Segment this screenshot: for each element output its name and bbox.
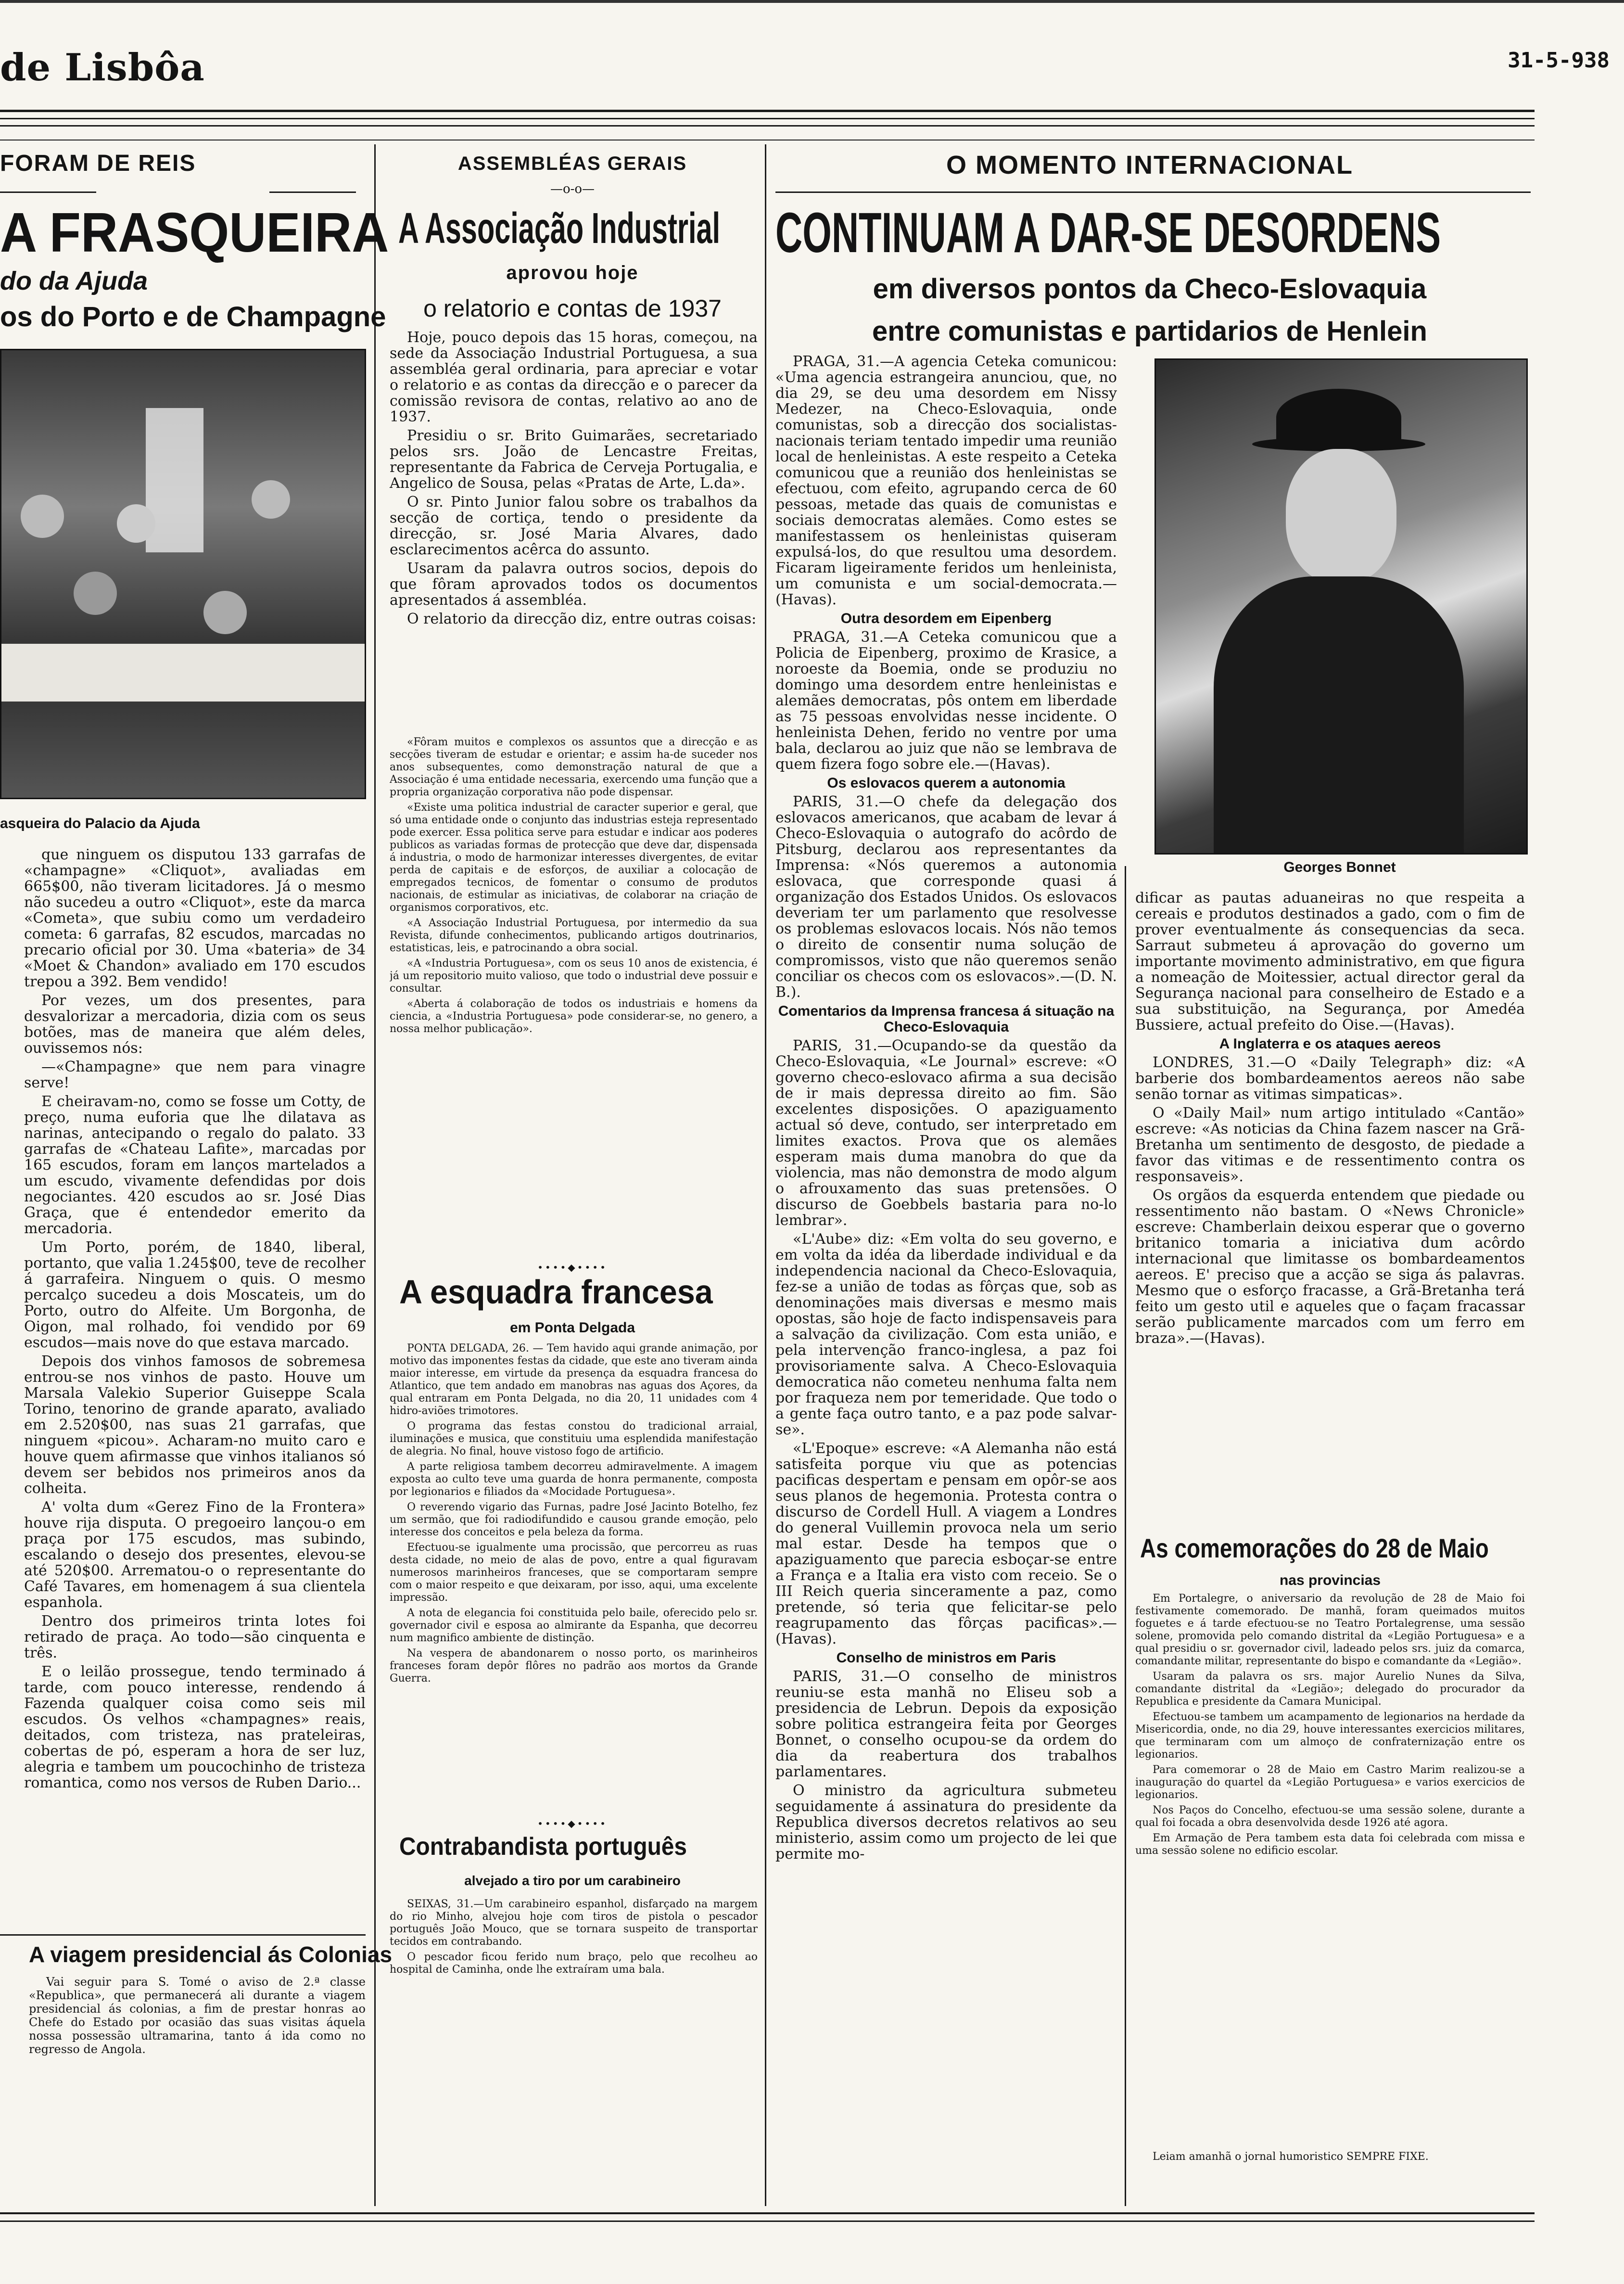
right-headline: CONTINUAM A DAR-SE DESORDENS: [775, 201, 1441, 265]
middle-subhead-2: o relatorio e contas de 1937: [423, 295, 722, 322]
contrabandista-paragraph: SEIXAS, 31.—Um carabineiro espanhol, disfarçado na margem do rio Minho, alvejou hoje com tiros de pistola o pescador português João Mouco, que se tornara suspeito de transportar tecidos em contrabando.: [390, 1898, 758, 1948]
quote-paragraph: «Existe uma politica industrial de caracter superior e geral, que só uma entidade onde o conjunto das industrias esteja representado pode exercer. Essa politica serve para estudar e indicar aos poderes publicos as variadas formas de protecção que deve dar, dispensada á industria, o modo de harmonizar interesses divergentes, de evitar perda de capitais e de esforços, de auxiliar a colocação de empregados tecnicos, de fomentar o consumo de produtos nacionais, de estimular as iniciativas, de colaborar na criação de organismos corporativos, etc.: [390, 802, 758, 914]
bonnet-caption: Georges Bonnet: [1283, 859, 1396, 875]
subsection-heading: Comentarios da Imprensa francesa á situação na Checo-Eslovaquia: [778, 1003, 1115, 1035]
left-subhead-2: os do Porto e de Champagne: [0, 301, 386, 332]
news-paragraph: PRAGA, 31.—A agencia Ceteka comunicou: «Uma agencia estrangeira anunciou, que, no dia 29, se deu uma desordem em Nissy Medezer, na Checo-Eslovaquia, onde comunistas, sob a direcção dos socialistas-nacionais teriam tentado impedir uma reunião local de henleinistas. A este respeito a Ceteka comunicou que a reunião dos henleinistas se efectuou, com efeito, agrupando cerca de 60 pessoas, metade das quais de comunistas e sociais democratas alemães. Como estes se manifestassem os henleinistas quiseram expulsá-los, do que resultou uma desordem. Ficaram ligeiramente feridos um henleinista, um comunista e um social-democrata.—(Havas).: [775, 354, 1117, 608]
bonnet-photo: [1155, 358, 1528, 855]
left-viagem-rule: [0, 1934, 366, 1936]
subsection-heading: A Inglaterra e os ataques aereos: [1219, 1036, 1441, 1052]
left-paragraph: Dentro dos primeiros trinta lotes foi retirado de praça. Ao todo—são cinquenta e três.: [24, 1613, 366, 1661]
column-divider-3: [1125, 866, 1126, 2206]
comemoracoes-footer: Leiam amanhã o jornal humoristico SEMPRE FIXE.: [1153, 2151, 1429, 2163]
esquadra-paragraph: O programa das festas constou do tradicional arraial, iluminações e musica, que constituiu uma esplendida manifestação de alegria. No final, houve vistoso fogo de artificio.: [390, 1420, 758, 1457]
quote-paragraph: «A Associação Industrial Portuguesa, por intermedio da sua Revista, difunde conhecimentos, publicando artigos doutrinarios, estatisticas, leis, e patrocinando a obra social.: [390, 917, 758, 954]
comemoracoes-paragraph: Nos Paços do Concelho, efectuou-se uma sessão solene, durante a qual foi focada a obra desenvolvida desde 1926 até agora.: [1135, 1804, 1525, 1829]
column-divider-1: [374, 144, 376, 2206]
left-paragraph: Um Porto, porém, de 1840, liberal, portanto, que valia 1.245$00, teve de recolher á garrafeira. Ninguem o quis. O mesmo percalço sucedeu a dois Moscateis, um do Porto, outro do Alfeite. Um Borgonha, de Oigon, mal rolhado, foi vendido por 69 escudos—mais nove do que estava marcado.: [24, 1239, 366, 1351]
top-edge: [0, 0, 1624, 3]
news-paragraph: Os orgãos da esquerda entendem que piedade ou ressentimento não bastam. O «News Chronicle» escreve: Chamberlain deixou esperar que o governo britanico tomaria a iniciativa dum acôrdo internacional que limitasse os bombardeamentos aereos. E' preciso que a acção se siga ás palavras. Mesmo que o esforço fracasse, a Grã-Bretanha terá feito um gesto util e aqueles que o façam fracassar serão publicamente marcados com um ferro em braza».—(Havas).: [1135, 1187, 1525, 1347]
news-paragraph: «L'Aube» diz: «Em volta do seu governo, e em volta da idéa da liberdade individual e da independencia nacional da Checo-Eslovaquia, fez-se a união de todas as fôrças que, sob as denominações mais diversas e mesmo mais opostas, são hoje de facto indispensaveis para a salvação da civilização. Com esta união, e pela intervenção franco-inglesa, a paz foi provisoriamente salva. A Checo-Eslovaquia democratica não cometeu nenhuma falta nem por fraqueza nem por temeridade. Que todo o a gente faça outro tanto, e a paz pode salvar-se».: [775, 1231, 1117, 1438]
left-paragraph: que ninguem os disputou 133 garrafas de «champagne» «Cliquot», avaliadas em 665$00, não tiveram licitadores. Já o mesmo não sucedeu a outro «Cliquot», este da marca «Cometa», que subiu como um verdadeiro cometa: 6 garrafas, 82 escudos, marcadas no precario oficial por 30. Uma «bateria» de 34 «Moet & Chandon» avaliado em 170 escudos trepou a 392. Bem vendido!: [24, 847, 366, 990]
right-subhead-2: entre comunistas e partidarios de Henlein: [872, 316, 1427, 347]
esquadra-paragraph: O reverendo vigario das Furnas, padre José Jacinto Botelho, fez um sermão, que foi radiodifundido e causou grande emoção, pelo interesse dos conceitos e pela beleza da forma.: [390, 1501, 758, 1538]
left-subhead-1: do da Ajuda: [0, 267, 148, 295]
middle-subhead: aprovou hoje: [506, 262, 639, 283]
comemoracoes-title: As comemorações do 28 de Maio: [1140, 1533, 1489, 1563]
esquadra-paragraph: Efectuou-se igualmente uma procissão, que percorreu as ruas desta cidade, no meio de alas de povo, entre a qual figuravam numerosos marinheiros franceses, que se comportaram sempre com o maior respeito e que deixaram, por isso, aqui, uma excelente impressão.: [390, 1542, 758, 1604]
viagem-paragraph: Vai seguir para S. Tomé o aviso de 2.ª classe «Republica», que permanecerá ali durante a viagem presidencial ás colonias, a fim de prestar honras ao Chefe do Estado por ocasião das suas visitas áquela nossa possessão ultramarina, tanto á ida como no regresso de Angola.: [29, 1975, 366, 2056]
esquadra-paragraph: A parte religiosa tambem decorreu admiravelmente. A imagem exposta ao culto teve uma guarda de honra permanente, composta por legionarios e filiados da «Mocidade Portuguesa».: [390, 1461, 758, 1498]
news-paragraph: PRAGA, 31.—A Ceteka comunicou que a Policia de Eipenberg, proximo de Krasice, a noroeste da Boemia, onde se produziu no domingo uma desordem entre henleinistas e alemães democratas, pôs ontem em liberdade as 75 pessoas envolvidas nesse incidente. O henleinista Dehen, ferido no ventre por uma bala, declarou ao juiz que não se lembrava de quem fizera fogo sobre ele.—(Havas).: [775, 629, 1117, 773]
news-paragraph: PARIS, 31.—O conselho de ministros reuniu-se esta manhã no Eliseu sob a presidencia de Lebrun. Depois da exposição sobre politica estrangeira feita por Georges Bonnet, o conselho ocupou-se da ordem do dia da reabertura dos trabalhos parlamentares.: [775, 1668, 1117, 1780]
comemoracoes-body: [1135, 1593, 1525, 2146]
comemoracoes-paragraph: Para comemorar o 28 de Maio em Castro Marim realizou-se a inauguração do quartel da «Legião Portuguesa» e varios exercicios de legionarios.: [1135, 1764, 1525, 1801]
right-column-b: [1135, 890, 1525, 1349]
esquadra-paragraph: PONTA DELGADA, 26. — Tem havido aqui grande animação, por motivo das imponentes festas da cidade, que este ano tiveram ainda maior interesse, em virtude da presença da esquadra francesa do Atlantico, que tem andado em manobras nas aguas dos Açores, da qual entraram em Ponta Delgada, no dia 20, 11 unidades com 4 hidro-aviões trimotores.: [390, 1342, 758, 1417]
left-paragraph: —«Champagne» que nem para vinagre serve!: [24, 1059, 366, 1091]
right-column-a: [775, 354, 1117, 2206]
esquadra-paragraph: Na vespera de abandonarem o nosso porto, os marinheiros franceses foram depôr flôres no padrão aos mortos da Grande Guerra.: [390, 1647, 758, 1684]
quote-paragraph: «Aberta á colaboração de todos os industriais e homens da ciencia, a «Industria Portuguesa» pode considerar-se, no genero, a nossa melhor publicação».: [390, 998, 758, 1035]
middle-paragraph: Usaram da palavra outros socios, depois do que fôram aprovados todos os documentos apresentados á assembléa.: [390, 560, 758, 609]
middle-paragraph: O sr. Pinto Junior falou sobre os trabalhos da secção de cortiça, tendo o presidente da direcção, sr. José Maria Alvares, dado esclarecimentos acêrca do assunto.: [390, 494, 758, 558]
right-section-rule: [775, 191, 1531, 193]
middle-article-body: [390, 330, 758, 630]
left-paragraph: E cheiravam-no, como se fosse um Cotty, de preço, numa euforia que lhe dilatava as narinas, antecipando o regalo do palato. 33 garrafas de «Chateau Lafite», marcadas por 165 escudos, foram em lanços martelados a um escudo, vivamente defendidas por dois negociantes. 420 escudos ao sr. José Dias Graça, que é entendedor emerito da mercadoria.: [24, 1093, 366, 1237]
contrabandista-title: Contrabandista português: [399, 1833, 687, 1861]
viagem-title: A viagem presidencial ás Colonias: [29, 1942, 393, 1967]
column-divider-2: [765, 144, 766, 2206]
middle-headline: A Associação Industrial: [398, 204, 721, 253]
esquadra-body: [390, 1342, 758, 1799]
news-paragraph: O ministro da agricultura submeteu seguidamente á assinatura do presidente da Republica diversos decretos relativos ao seu ministerio, assim como um projecto de lei que permite mo-: [775, 1782, 1117, 1863]
masthead-date: 31-5-938: [1508, 48, 1610, 73]
masthead-rule-1: [0, 110, 1535, 112]
subsection-heading: Os eslovacos querem a autonomia: [827, 775, 1066, 791]
subsection-heading: Outra desordem em Eipenberg: [840, 611, 1052, 626]
contrabandista-paragraph: O pescador ficou ferido num braço, pelo que recolheu ao hospital de Caminha, onde lhe extraíram uma bala.: [390, 1951, 758, 1976]
news-paragraph: dificar as pautas aduaneiras no que respeita a cereais e produtos destinados a gado, com o fim de prover eventualmente ás consequencias da seca. Sarraut submeteu á aprovação do governo um importante movimento administrativo, em que figura a nomeação de Moitessier, actual director geral da Segurança nacional para conselheiro de Estado e a sua substituição, na Segurança, por Amedéa Bussiere, actual prefeito do Oise.—(Havas).: [1135, 890, 1525, 1034]
esquadra-paragraph: A nota de elegancia foi constituida pelo baile, oferecido pelo sr. governador civil e esposa ao almirante da Espanha, que decorreu num magnifico ambiente de distinção.: [390, 1607, 758, 1644]
left-section-rule: [0, 191, 96, 193]
middle-quote: [390, 736, 758, 1256]
masthead-title: de Lisbôa: [0, 46, 205, 89]
left-photo-caption: asqueira do Palacio da Ajuda: [0, 816, 200, 831]
bottom-rule-1: [0, 2212, 1535, 2214]
middle-paragraph: O relatorio da direcção diz, entre outras coisas:: [407, 611, 757, 627]
subsection-heading: Conselho de ministros em Paris: [836, 1650, 1056, 1666]
middle-ornament: —o-o—: [550, 182, 595, 196]
left-paragraph: Por vezes, um dos presentes, para desvalorizar a mercadoria, dizia com os seus botões, mas de maneira que além deles, ouvissemos nós:: [24, 992, 366, 1057]
left-paragraph: E o leilão prossegue, tendo terminado á tarde, com pouco interesse, rendendo á Fazenda qualquer coisa como seis mil escudos. Os velhos «champagnes» reais, deitados, com tristeza, nas prateleiras, cobertas de pó, esperam a hora de ser luz, alegria e tambem um poucochinho de tristeza romantica, como nos versos de Ruben Dario...: [24, 1663, 366, 1791]
left-photo: [0, 349, 366, 799]
contrabandista-sub: alvejado a tiro por um carabineiro: [464, 1873, 681, 1888]
news-paragraph: «L'Epoque» escreve: «A Alemanha não está satisfeita porque viu que as potencias pacificas despertam e pensam em opôr-se aos seus planos de hegemonia. Protesta contra o discurso de Cordell Hull. A viagem a Londres do general Vuillemin provoca nela um serio mal estar. Desde ha tempos que o apaziguamento que parecia esboçar-se entre a França e a Italia era visto com receio. Se o III Reich queria sinceramente a paz, como pretende, só teria que felicitar-se pelo reagrupamento das fôrças pacificas».—(Havas).: [775, 1440, 1117, 1647]
left-headline: A FRASQUEIRA: [0, 201, 389, 264]
masthead-rule-2: [0, 118, 1535, 119]
middle-paragraph: Presidiu o sr. Brito Guimarães, secretariado pelos srs. João de Lencastre Freitas, representante da Fabrica de Cerveja Portugalia, e Angelico de Sousa, pelas «Pratas de Arte, L.da».: [390, 427, 758, 492]
contrabandista-body: [390, 1898, 758, 1979]
comemoracoes-paragraph: Usaram da palavra os srs. major Aurelio Nunes da Silva, comandante distrital da «Legião»; delegado do procurador da Republica e presidente da Camara Municipal.: [1135, 1671, 1525, 1708]
middle-divider-ornament-2: ••••◆••••: [537, 1818, 608, 1829]
bottom-rule-2: [0, 2220, 1535, 2222]
comemoracoes-paragraph: Em Armação de Pera tambem esta data foi celebrada com missa e uma sessão solene no edificio escolar.: [1135, 1832, 1525, 1857]
esquadra-title: A esquadra francesa: [399, 1273, 713, 1311]
viagem-body: [29, 1975, 366, 2059]
comemoracoes-sub: nas provincias: [1279, 1572, 1381, 1588]
left-article-body: [24, 847, 366, 1934]
middle-section-title: ASSEMBLÉAS GERAIS: [457, 153, 687, 174]
quote-paragraph: «A «Industria Portuguesa», com os seus 10 anos de existencia, é já um repositorio muito valioso, que todo o industrial deve possuir e consultar.: [390, 957, 758, 995]
news-paragraph: LONDRES, 31.—O «Daily Telegraph» diz: «A barberie dos bombardeamentos aereos não sabe senão tornar as vitimas simpaticas».: [1135, 1054, 1525, 1103]
quote-paragraph: «Fôram muitos e complexos os assuntos que a direcção e as secções tiveram de estudar e orientar; e assim ha-de suceder nos anos subsequentes, como demonstração natural de que a Associação é uma entidade necessaria, exercendo uma função que a propria organização corporativa não pode dispensar.: [390, 736, 758, 798]
right-section-title: O MOMENTO INTERNACIONAL: [946, 151, 1353, 179]
comemoracoes-paragraph: Em Portalegre, o aniversario da revolução de 28 de Maio foi festivamente comemorado. De manhã, foram queimados muitos foguetes e á tarde efectuou-se no Teatro Portalegrense, uma sessão solene, promovida pelo comando distrital da «Legião Portuguesa» e a qual presidiu o sr. governador civil, ladeado pelos srs. juiz da comarca, comandante militar, representante do bispo e comandante da «Legião».: [1135, 1593, 1525, 1667]
comemoracoes-paragraph: Efectuou-se tambem um acampamento de legionarios na herdade da Misericordia, onde, no dia 29, houve interessantes exercicios militares, que terminaram com um almoço de confraternização entre os legionarios.: [1135, 1711, 1525, 1761]
right-subhead-1: em diversos pontos da Checo-Eslovaquia: [873, 273, 1427, 305]
left-paragraph: Depois dos vinhos famosos de sobremesa entrou-se nos vinhos de pasto. Houve um Marsala Valekio Superior Guiseppe Scala Torino, tenorino de grande aparato, avaliado em 2.520$00, nas suas 21 garrafas, que ninguem «picou». Acharam-no muito caro e houve quem afirmasse que vinhos italianos só devem ser bebidos nos primeiros anos da colheita.: [24, 1353, 366, 1497]
news-paragraph: PARIS, 31.—O chefe da delegação dos eslovacos americanos, que acabam de levar á Checo-Eslovaquia o autografo do acôrdo de Pitsburg, declarou aos representantes da Imprensa: «Nós queremos a autonomia eslovaca, que corresponde quasi á organização dos Estados Unidos. Os eslovacos deveriam ter um parlamento que resolvesse os problemas eslovacos locais. Nós não temos o direito de consentir numa solução de compromissos, visto que não queremos senão conciliar os checos com os eslovacos».—(D. N. B.).: [775, 793, 1117, 1001]
left-section-title: FORAM DE REIS: [0, 151, 196, 176]
left-paragraph: A' volta dum «Gerez Fino de la Frontera» houve rija disputa. O pregoeiro lançou-o em praça por 175 escudos, mas subindo, escalando o desejo dos presentes, elevou-se até 520$00. Arrematou-o o representante do Café Tavares, em homenagem á sua clientela espanhola.: [24, 1499, 366, 1611]
middle-divider-ornament: ••••◆••••: [537, 1262, 608, 1273]
news-paragraph: O «Daily Mail» num artigo intitulado «Cantão» escreve: «As noticias da China fazem nascer na Grã-Bretanha um sentimento de desgosto, de piedade a favor das vitimas e de ressentimento contra os responsaveis».: [1135, 1105, 1525, 1185]
left-section-rule-right: [269, 191, 356, 193]
middle-paragraph: Hoje, pouco depois das 15 horas, começou, na sede da Associação Industrial Portuguesa, a sua assembléa geral ordinaria, para apreciar e votar o relatorio e as contas da direcção e o parecer da comissão revisora de contas, relativo ao ano de 1937.: [390, 329, 758, 425]
masthead-rule-3: [0, 125, 1535, 127]
esquadra-sub: em Ponta Delgada: [509, 1320, 635, 1336]
news-paragraph: PARIS, 31.—Ocupando-se da questão da Checo-Eslovaquia, «Le Journal» escreve: «O governo checo-eslovaco afirma a sua decisão de ir mais depressa direito ao fim. São excelentes disposições. O apaziguamento actual só deve, contudo, ser interpretado em limites exactos. Prova que os alemães esperam mais duma manobra do que da violencia, mas não demonstra de modo algum o afrouxamento das suas pretensões. O discurso de Goebbels bastaria para no-lo lembrar».: [775, 1037, 1117, 1229]
